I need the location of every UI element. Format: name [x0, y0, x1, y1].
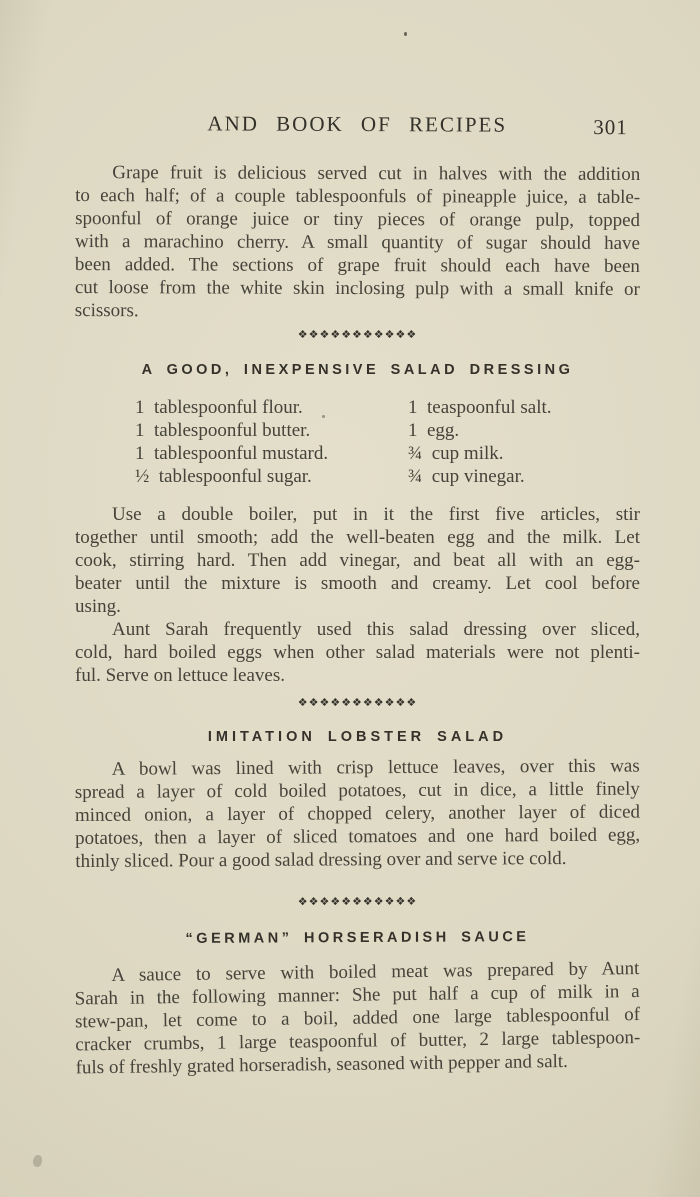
recipe-paragraph [74, 957, 640, 1079]
note-paragraph [75, 618, 640, 687]
text-line: scissors. [74, 300, 139, 322]
ingredient-column-right [408, 396, 552, 488]
text-line: cook, stirring hard. Then add vinegar, and beat all with an egg- [75, 550, 640, 571]
text-line: thinly sliced. Pour a good salad dressing over and serve ice cold. [75, 847, 567, 872]
text-line: spoonful of orange juice or tiny pieces of orange pulp, topped [75, 208, 641, 231]
text-line: to each half; of a couple tablespoonfuls of pineapple juice, a table- [75, 185, 641, 208]
text-line: stew-pan, let come to a boil, added one large tablespoonful of [74, 1004, 641, 1033]
scan-speck [322, 415, 325, 418]
text-line: Aunt Sarah frequently used this salad dressing over sliced, [112, 619, 640, 640]
scan-speck [404, 32, 407, 36]
text-line: ½ tablespoonful sugar. [135, 466, 312, 487]
text-line: beater until the mixture is smooth and creamy. Let cool before [75, 573, 640, 594]
text-line: Grape fruit is delicious served cut in halves with the addition [112, 162, 641, 185]
page-title: AND BOOK OF RECIPES [207, 111, 508, 137]
ingredient-list [75, 396, 640, 488]
method-paragraph [75, 503, 640, 618]
text-line: cold, hard boiled eggs when other salad materials were not plenti- [75, 642, 640, 663]
text-line: 1 tablespoonful mustard. [135, 443, 329, 464]
text-line: spread a layer of cold boiled potatoes, cut in dice, a little finely [74, 778, 640, 804]
text-line: using. [75, 596, 121, 617]
text-line: fuls of freshly grated horseradish, seasoned with pepper and salt. [75, 1050, 569, 1079]
text-line: with a marachino cherry. A small quantity of sugar should have [74, 231, 641, 254]
ingredient-column-left [135, 396, 328, 488]
text-line: minced onion, a layer of chopped celery, another layer of diced [74, 801, 641, 826]
scan-smudge [33, 1155, 42, 1167]
text-line: 1 tablespoonful flour. [135, 397, 303, 418]
text-line: cut loose from the white skin inclosing pulp with a small knife or [74, 277, 640, 300]
text-line: Sarah in the following manner: She put half a cup of milk in a [74, 981, 640, 1010]
section-divider-ornament: ❖❖❖❖❖❖❖❖❖❖❖ [297, 894, 418, 909]
recipe-title-lobster-salad: IMITATION LOBSTER SALAD [207, 729, 508, 745]
section-divider-ornament: ❖❖❖❖❖❖❖❖❖❖❖ [297, 696, 418, 709]
recipe-paragraph [75, 755, 641, 873]
text-line: ¾ cup vinegar. [408, 466, 525, 487]
page-number: 301 [593, 115, 628, 140]
text-line: potatoes, then a layer of sliced tomatoes and one hard boiled egg, [75, 824, 641, 849]
text-line: 1 egg. [408, 420, 460, 441]
text-line: Use a double boiler, put in it the first five articles, stir [112, 504, 640, 525]
text-line: 1 tablespoonful butter. [135, 420, 311, 441]
text-line: A sauce to serve with boiled meat was prepared by Aunt [111, 958, 640, 986]
recipe-title-horseradish-sauce: “GERMAN” HORSERADISH SAUCE [185, 929, 530, 947]
intro-paragraph [75, 161, 641, 324]
text-line: A bowl was lined with crisp lettuce leaves, over this was [111, 755, 640, 780]
text-line: ful. Serve on lettuce leaves. [75, 665, 285, 686]
section-divider-ornament: ❖❖❖❖❖❖❖❖❖❖❖ [297, 328, 418, 341]
text-line: cracker crumbs, 1 large teaspoonful of butter, 2 large tablespoon- [75, 1027, 641, 1056]
text-line: together until smooth; add the well-beaten egg and the milk. Let [75, 527, 640, 548]
text-line: ¾ cup milk. [408, 443, 504, 464]
text-line: been added. The sections of grape fruit should each have been [74, 254, 640, 277]
recipe-title-salad-dressing: A GOOD, INEXPENSIVE SALAD DRESSING [141, 362, 574, 378]
text-line: 1 teaspoonful salt. [408, 397, 552, 418]
page-header [75, 0, 641, 141]
